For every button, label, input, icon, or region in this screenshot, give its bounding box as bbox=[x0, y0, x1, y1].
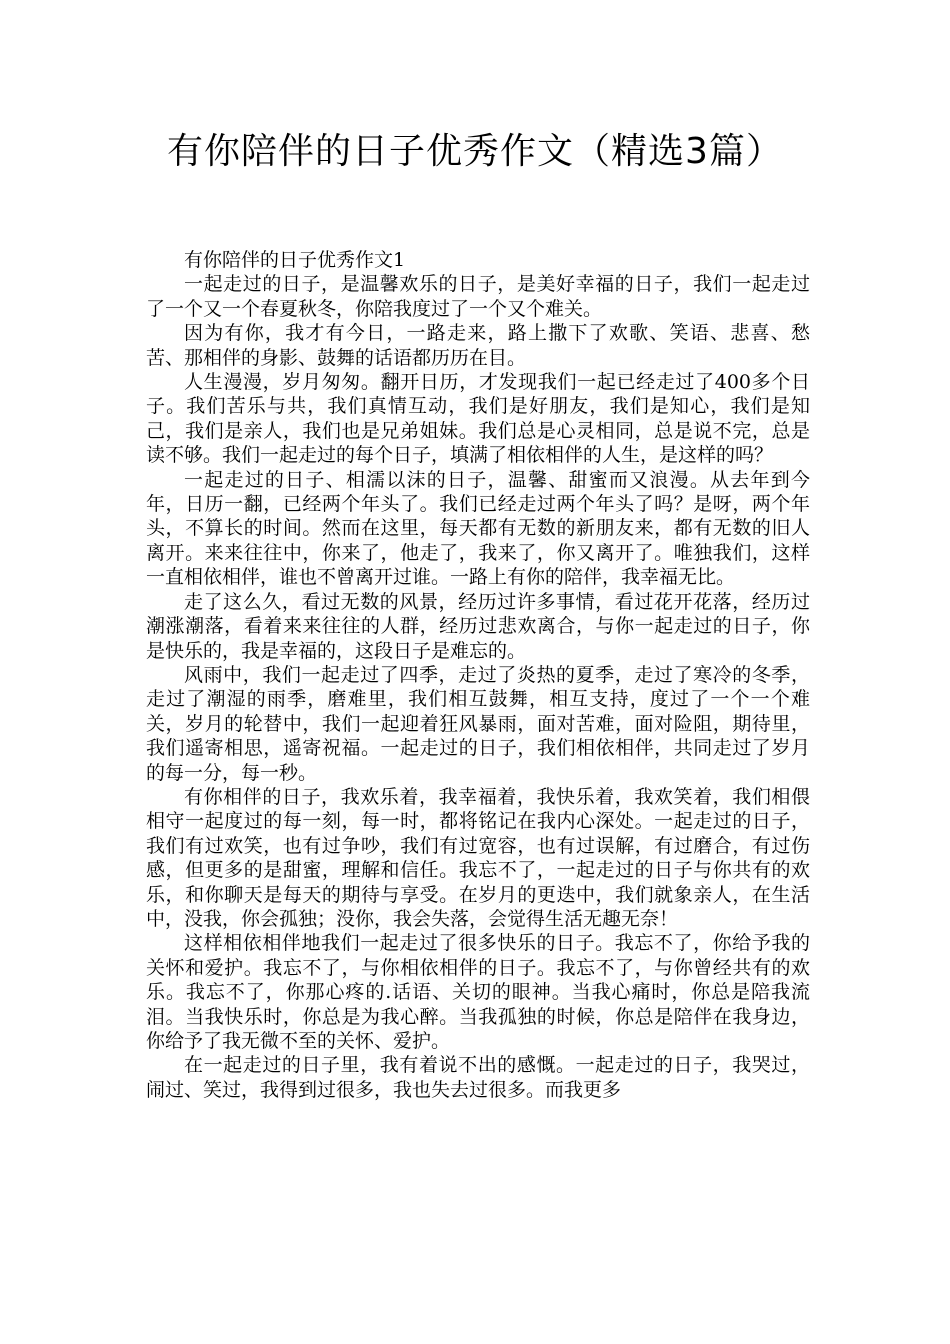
document-title: 有你陪伴的日子优秀作文（精选3篇） bbox=[167, 131, 783, 172]
document-body bbox=[146, 248, 810, 1102]
paragraph: 人生漫漫，岁月匆匆。翻开日历，才发现我们一起已经走过了400多个日子。我们苦乐与共，我们真情互动，我们是好朋友，我们是知心，我们是知己，我们是亲人，我们也是兄弟姐妹。我们总是心灵相同，总是说不完，总是读不够。我们一起走过的每个日子，填满了相依相伴的人生，是这样的吗？ bbox=[146, 371, 810, 467]
paragraph: 一起走过的日子、相濡以沫的日子，温馨、甜蜜而又浪漫。从去年到今年，日历一翻，已经两个年头了。我们已经走过两个年头了吗？是呀，两个年头，不算长的时间。然而在这里，每天都有无数的新朋友来，都有无数的旧人离开。来来往往中，你来了，他走了，我来了，你又离开了。唯独我们，这样一直相依相伴，谁也不曾离开过谁。一路上有你的陪伴，我幸福无比。 bbox=[146, 468, 810, 589]
paragraph: 有你相伴的日子，我欢乐着，我幸福着，我快乐着，我欢笑着，我们相偎相守一起度过的每一刻，每一时，都将铭记在我内心深处。一起走过的日子，我们有过欢笑，也有过争吵，我们有过宽容，也有过误解，有过磨合，有过伤感，但更多的是甜蜜，理解和信任。我忘不了，一起走过的日子与你共有的欢乐，和你聊天是每天的期待与享受。在岁月的更迭中，我们就象亲人，在生活中，没我，你会孤独；没你，我会失落，会觉得生活无趣无奈！ bbox=[146, 785, 810, 930]
paragraph: 一起走过的日子，是温馨欢乐的日子，是美好幸福的日子，我们一起走过了一个又一个春夏秋冬，你陪我度过了一个又个难关。 bbox=[146, 273, 810, 320]
paragraph: 风雨中，我们一起走过了四季，走过了炎热的夏季，走过了寒冷的冬季，走过了潮湿的雨季，磨难里，我们相互鼓舞，相互支持，度过了一个一个难关，岁月的轮替中，我们一起迎着狂风暴雨，面对苦难，面对险阻，期待里，我们遥寄相思，遥寄祝福。一起走过的日子，我们相依相伴，共同走过了岁月的每一分，每一秒。 bbox=[146, 663, 810, 784]
section-heading: 有你陪伴的日子优秀作文1 bbox=[184, 249, 406, 271]
paragraph: 在一起走过的日子里，我有着说不出的感慨。一起走过的日子，我哭过，闹过、笑过，我得到过很多，我也失去过很多。而我更多 bbox=[146, 1054, 810, 1101]
paragraph: 因为有你，我才有今日，一路走来，路上撒下了欢歌、笑语、悲喜、愁苦、那相伴的身影、鼓舞的话语都历历在目。 bbox=[146, 322, 810, 369]
paragraph: 走了这么久，看过无数的风景，经历过许多事情，看过花开花落，经历过潮涨潮落，看着来来往往的人群，经历过悲欢离合，与你一起走过的日子，你是快乐的，我是幸福的，这段日子是难忘的。 bbox=[146, 590, 810, 662]
paragraph: 这样相依相伴地我们一起走过了很多快乐的日子。我忘不了，你给予我的关怀和爱护。我忘不了，与你相依相伴的日子。我忘不了，与你曾经共有的欢乐。我忘不了，你那心疼的.话语、关切的眼神。当我心痛时，你总是陪我流泪。当我快乐时，你总是为我心醉。当我孤独的时候，你总是陪伴在我身边，你给予了我无微不至的关怀、爱护。 bbox=[146, 932, 810, 1052]
